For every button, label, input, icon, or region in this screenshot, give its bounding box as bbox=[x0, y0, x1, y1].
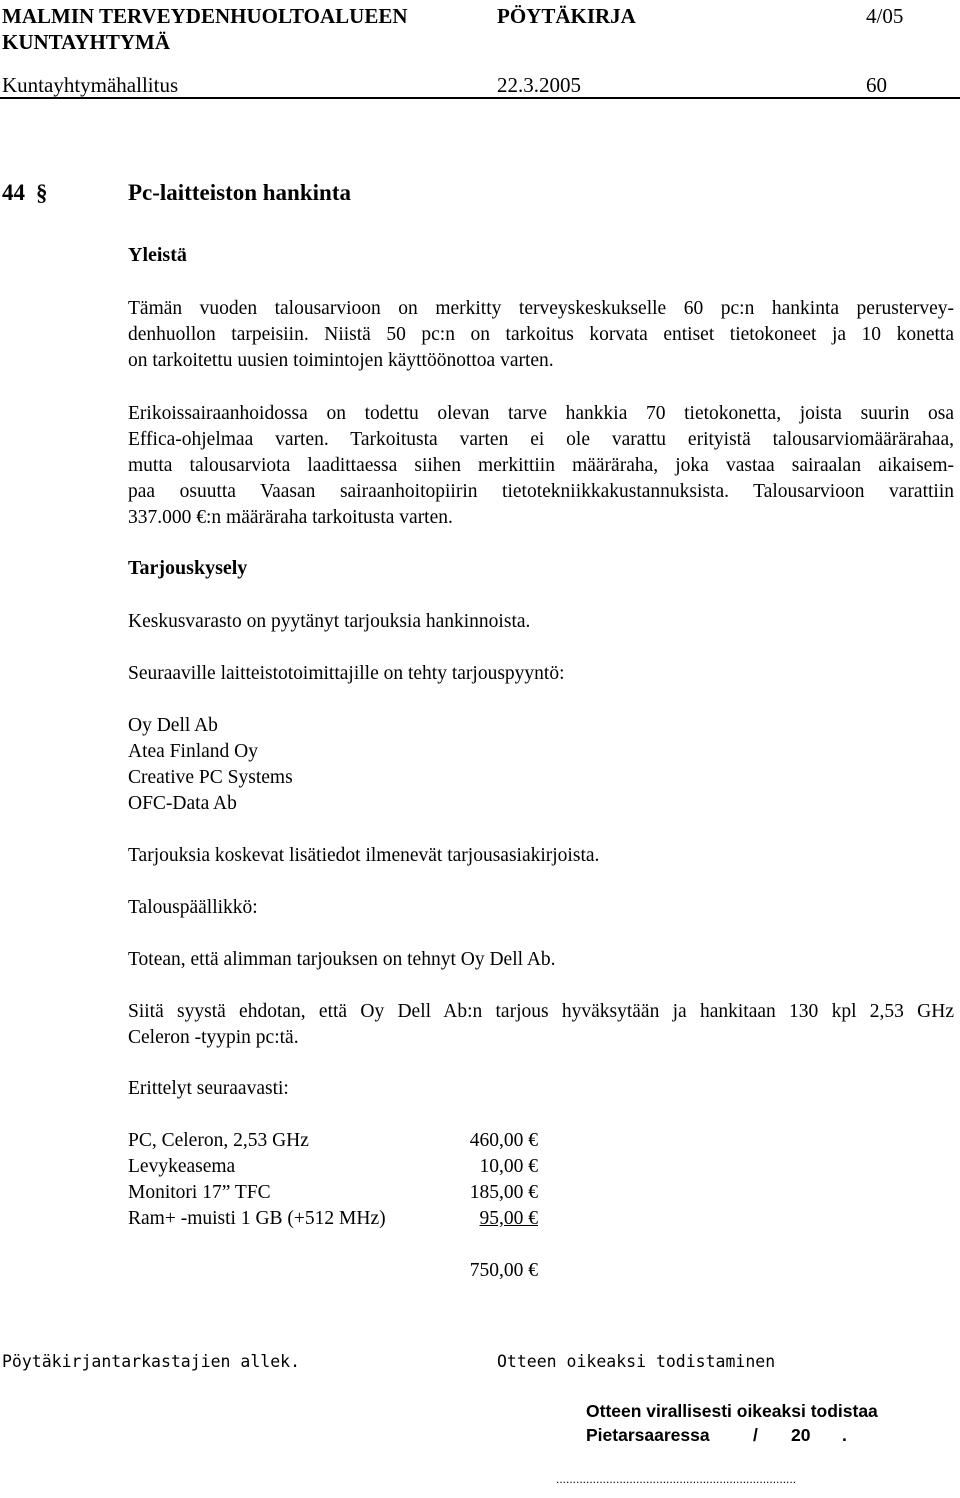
text-line: Erikoissairaanhoidossa on todettu olevan tarve hankkia 70 tietokonetta, joista suurin osa bbox=[128, 403, 954, 424]
certification-place: Pietarsaaressa bbox=[586, 1425, 710, 1445]
item-name: Ram+ -muisti 1 GB (+512 MHz) bbox=[128, 1208, 386, 1229]
total-amount: 750,00 € bbox=[469, 1260, 538, 1281]
supplier-item: OFC-Data Ab bbox=[128, 793, 237, 814]
item-name: Monitori 17” TFC bbox=[128, 1182, 271, 1203]
inquiry-paragraph-3: Tarjouksia koskevat lisätiedot ilmenevät tarjousasiakirjoista. bbox=[128, 845, 600, 866]
text-line: Celeron -tyypin pc:tä. bbox=[128, 1027, 299, 1048]
section-number: 44 bbox=[2, 180, 25, 205]
item-amount: 185,00 € bbox=[469, 1182, 538, 1203]
text-line: Siitä syystä ehdotan, että Oy Dell Ab:n tarjous hyväksytään ja hankitaan 130 kpl 2,53 GHz bbox=[128, 1001, 954, 1022]
checkers-signature-label: Pöytäkirjantarkastajien allek. bbox=[2, 1352, 301, 1371]
text-line: Effica-ohjelmaa varten. Tarkoitusta varten ei ole varattu erityistä talousarviomäärärahaa, bbox=[128, 429, 954, 450]
supplier-item: Oy Dell Ab bbox=[128, 715, 218, 736]
meeting-date: 22.3.2005 bbox=[497, 73, 581, 97]
item-name: Levykeasema bbox=[128, 1156, 236, 1177]
org-name-line2: KUNTAYHTYMÄ bbox=[2, 30, 171, 54]
item-amount: 460,00 € bbox=[469, 1130, 538, 1151]
inquiry-paragraph-1: Keskusvarasto on pyytänyt tarjouksia hankinnoista. bbox=[128, 611, 531, 632]
text-line: denhuollon tarpeisiin. Niistä 50 pc:n on tarkoitus korvata entiset tietokoneet ja 10 konetta bbox=[128, 324, 954, 345]
governing-body: Kuntayhtymähallitus bbox=[2, 73, 179, 97]
doc-type: PÖYTÄKIRJA bbox=[497, 4, 636, 28]
item-amount bbox=[418, 1206, 538, 1232]
inquiry-paragraph-2: Seuraaville laitteistotoimittajille on tehty tarjouspyyntö: bbox=[128, 663, 565, 684]
finance-proposal bbox=[128, 999, 954, 1051]
page-number: 60 bbox=[866, 73, 887, 97]
finance-statement: Totean, että alimman tarjouksen on tehnyt Oy Dell Ab. bbox=[128, 949, 556, 970]
extract-certification-label: Otteen oikeaksi todistaminen bbox=[497, 1352, 776, 1371]
text-line: 337.000 €:n määräraha tarkoitusta varten. bbox=[128, 507, 453, 528]
signature-line: ........................................................................ bbox=[556, 1472, 797, 1486]
page-ref: 4/05 bbox=[866, 4, 904, 28]
breakdown-label: Erittelyt seuraavasti: bbox=[128, 1078, 289, 1099]
item-name: PC, Celeron, 2,53 GHz bbox=[128, 1130, 309, 1151]
header-divider bbox=[0, 97, 960, 99]
official-certification-label: Otteen virallisesti oikeaksi todistaa bbox=[586, 1401, 878, 1421]
finance-label: Talouspäällikkö: bbox=[128, 897, 258, 918]
certification-year: 20 bbox=[791, 1425, 811, 1445]
general-heading: Yleistä bbox=[128, 244, 187, 266]
text-line: on tarkoitettu uusien toimintojen käyttöönottoa varten. bbox=[128, 350, 554, 371]
item-amount: 10,00 € bbox=[479, 1156, 538, 1177]
item-amount-underlined: 95,00 € bbox=[479, 1208, 538, 1229]
date-slash: / bbox=[753, 1425, 758, 1445]
general-paragraph-1 bbox=[128, 296, 954, 374]
supplier-item: Atea Finland Oy bbox=[128, 741, 258, 762]
supplier-list bbox=[128, 713, 954, 817]
text-line: mutta talousarviota laadittaessa siihen merkittiin määräraha, joka vastaa sairaalan aikaisem- bbox=[128, 455, 954, 476]
supplier-item: Creative PC Systems bbox=[128, 767, 293, 788]
certification-period: . bbox=[842, 1425, 847, 1445]
text-line: Tämän vuoden talousarvioon on merkitty terveyskeskukselle 60 pc:n hankinta perustervey- bbox=[128, 298, 954, 319]
general-paragraph-2 bbox=[128, 401, 954, 531]
inquiry-heading: Tarjouskysely bbox=[128, 557, 248, 579]
section-symbol: § bbox=[36, 180, 48, 205]
text-line: paa osuutta Vaasan sairaanhoitopiirin tietotekniikkakustannuksista. Talousarvioon varattiin bbox=[128, 481, 954, 502]
org-name-line1: MALMIN TERVEYDENHUOLTOALUEEN bbox=[2, 4, 408, 28]
section-title: Pc-laitteiston hankinta bbox=[128, 180, 351, 205]
